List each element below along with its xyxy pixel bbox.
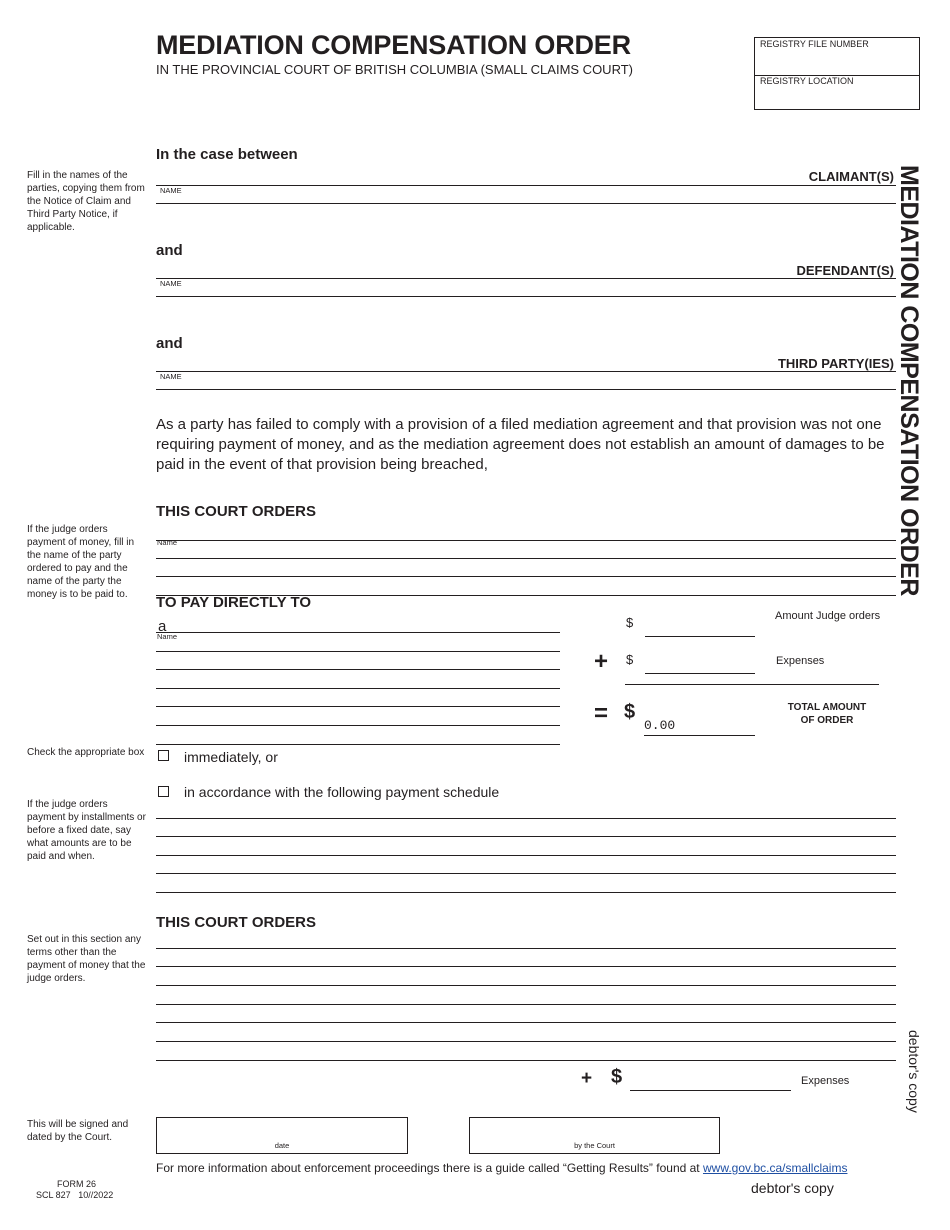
payer-line-1[interactable] [156, 540, 896, 541]
and-label-2: and [156, 335, 183, 352]
terms-plus-sign: + [581, 1068, 593, 1089]
schedule-checkbox[interactable] [158, 786, 169, 797]
side-title: MEDIATION COMPENSATION ORDER [895, 165, 923, 596]
immediately-checkbox[interactable] [158, 750, 169, 761]
expenses-field[interactable] [645, 673, 755, 674]
claimant-line-1 [156, 185, 896, 186]
defendant-line-1 [156, 278, 896, 279]
terms-line-4[interactable] [156, 1004, 896, 1005]
page-subtitle: IN THE PROVINCIAL COURT OF BRITISH COLUMBIA (SMALL CLAIMS COURT) [156, 62, 633, 77]
court-orders-heading-2: THIS COURT ORDERS [156, 914, 317, 931]
expenses-currency: $ [626, 652, 634, 667]
terms-expenses-label: Expenses [801, 1075, 850, 1087]
payee-name-label: Name [157, 632, 178, 641]
form-code: SCL 827 10//2022 [36, 1190, 114, 1200]
third-party-label: THIRD PARTY(IES) [777, 356, 894, 371]
schedule-line-5[interactable] [156, 892, 896, 893]
note-installments: If the judge orders payment by installments or before a fixed date, say what amounts are to be paid and when. [27, 799, 146, 862]
footer-info [156, 1161, 847, 1175]
payer-line-3[interactable] [156, 576, 896, 577]
registry-location-label: REGISTRY LOCATION [760, 76, 854, 86]
payer-line-2[interactable] [156, 558, 896, 559]
footer-info-text: For more information about enforcement proceedings there is a guide called “Getting Results” found at [156, 1161, 700, 1175]
footer-copy-label: debtor's copy [751, 1180, 834, 1196]
court-signature-box[interactable] [469, 1117, 720, 1154]
terms-line-1[interactable] [156, 948, 896, 949]
terms-line-5[interactable] [156, 1022, 896, 1023]
note-check: Check the appropriate box [27, 747, 145, 758]
total-amount-field [644, 735, 755, 736]
note-payment: If the judge orders payment of money, fill in the name of the party ordered to pay and the name of the party the money is to be paid to. [27, 524, 135, 600]
date-box[interactable] [156, 1117, 408, 1154]
side-copy-label: debtor's copy [906, 1030, 922, 1113]
smallclaims-link[interactable]: www.gov.bc.ca/smallclaims [702, 1161, 848, 1175]
case-between-heading: In the case between [156, 146, 298, 163]
court-label: by the Court [574, 1141, 615, 1150]
note-terms: Set out in this section any terms other than the payment of money that the judge orders. [27, 934, 146, 984]
schedule-line-4[interactable] [156, 873, 896, 874]
note-signed: This will be signed and dated by the Court. [27, 1119, 129, 1143]
expenses-label: Expenses [776, 655, 825, 667]
court-orders-heading-1: THIS COURT ORDERS [156, 503, 317, 520]
schedule-label: in accordance with the following payment schedule [184, 784, 500, 800]
defendant-name-field[interactable] [156, 296, 896, 297]
registry-box [754, 37, 920, 110]
judge-amount-currency: $ [626, 615, 634, 630]
claimant-label: CLAIMANT(S) [808, 169, 894, 184]
payee-line-4[interactable] [156, 688, 560, 689]
third-party-line-1 [156, 371, 896, 372]
form-number: FORM 26 [57, 1179, 97, 1189]
sum-divider [625, 684, 879, 685]
total-label-line-2: OF ORDER [800, 715, 854, 726]
claimant-name-field[interactable] [156, 203, 896, 204]
equals-sign: = [594, 700, 609, 727]
total-currency: $ [624, 701, 636, 723]
page-title: MEDIATION COMPENSATION ORDER [156, 30, 631, 60]
note-names: Fill in the names of the parties, copying them from the Notice of Claim and Third Party Notice, if applicable. [27, 170, 145, 233]
schedule-line-3[interactable] [156, 855, 896, 856]
body-paragraph: As a party has failed to comply with a provision of a filed mediation agreement and that provision was not one requiring payment of money, and as the mediation agreement does not establish an amount of damages to be paid in the event of that provision being breached, [156, 416, 885, 473]
defendant-name-label: NAME [160, 279, 182, 288]
terms-line-7[interactable] [156, 1060, 896, 1061]
judge-amount-field[interactable] [645, 636, 755, 637]
terms-line-3[interactable] [156, 985, 896, 986]
payer-name-label: Name [157, 538, 178, 547]
payee-line-1[interactable] [156, 632, 560, 633]
schedule-line-1[interactable] [156, 818, 896, 819]
defendant-label: DEFENDANT(S) [796, 263, 894, 278]
pay-to-heading: TO PAY DIRECTLY TO [156, 594, 312, 611]
plus-sign: + [594, 648, 609, 675]
third-party-name-field[interactable] [156, 389, 896, 390]
schedule-line-2[interactable] [156, 836, 896, 837]
payee-line-7[interactable] [156, 744, 560, 745]
judge-amount-label: Amount Judge orders [775, 610, 881, 622]
and-label-1: and [156, 242, 183, 259]
total-amount-value[interactable]: 0.00 [644, 718, 676, 733]
total-label [772, 701, 882, 727]
payee-line-3[interactable] [156, 669, 560, 670]
immediately-label: immediately, or [184, 749, 278, 765]
terms-expenses-field[interactable] [630, 1090, 791, 1091]
terms-line-6[interactable] [156, 1041, 896, 1042]
payee-line-2[interactable] [156, 651, 560, 652]
terms-expenses-currency: $ [611, 1066, 623, 1088]
claimant-name-label: NAME [160, 186, 182, 195]
total-label-line-1: TOTAL AMOUNT [787, 702, 867, 713]
registry-file-number-label: REGISTRY FILE NUMBER [760, 39, 869, 49]
third-party-name-label: NAME [160, 372, 182, 381]
payee-line-6[interactable] [156, 725, 560, 726]
date-label: date [274, 1141, 290, 1150]
pay-to-value[interactable]: a [158, 618, 167, 635]
payee-line-5[interactable] [156, 706, 560, 707]
terms-line-2[interactable] [156, 966, 896, 967]
